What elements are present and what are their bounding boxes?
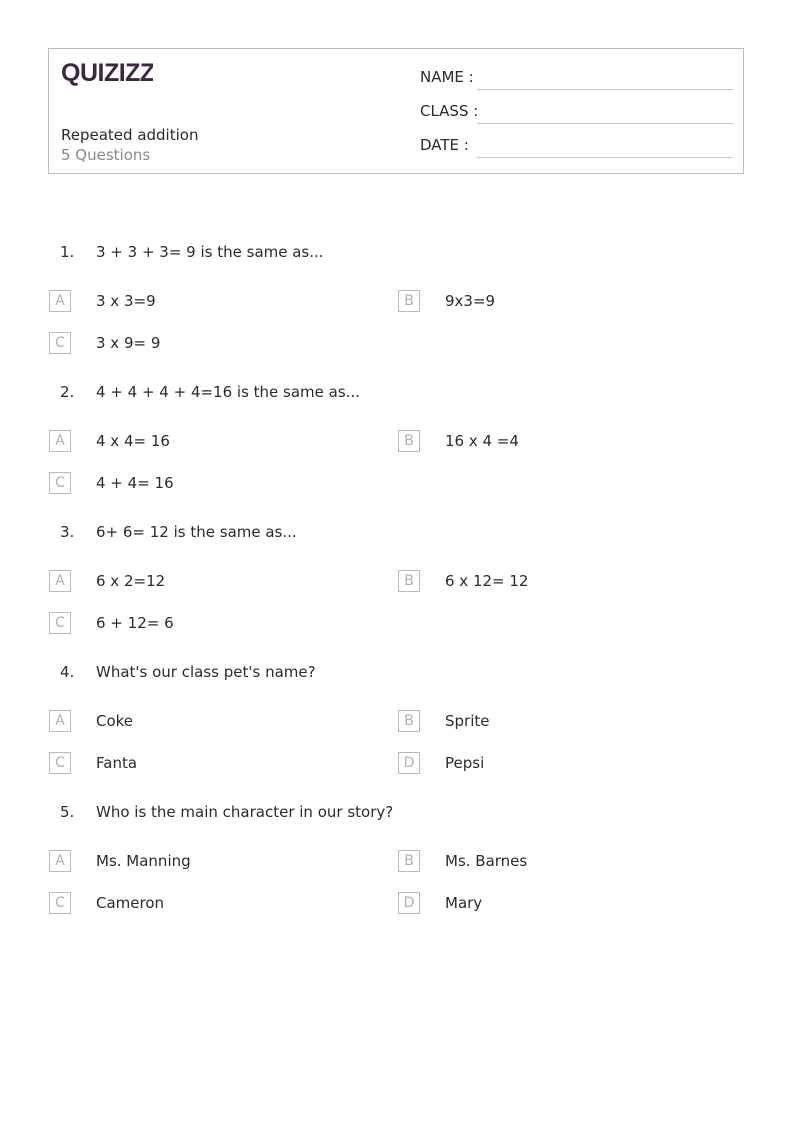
- option-box-a[interactable]: A: [49, 710, 71, 732]
- option-text-b: Ms. Barnes: [445, 852, 528, 870]
- option-text-a: 6 x 2=12: [96, 572, 166, 590]
- option-box-b[interactable]: B: [398, 710, 420, 732]
- question-number: 1.: [60, 243, 75, 261]
- option-box-c[interactable]: C: [49, 752, 71, 774]
- option-box-c[interactable]: C: [49, 612, 71, 634]
- class-field[interactable]: [420, 102, 733, 124]
- option-text-a: Ms. Manning: [96, 852, 191, 870]
- option-text-c: Cameron: [96, 894, 165, 912]
- option-text-b: Sprite: [445, 712, 490, 730]
- question-text: 6+ 6= 12 is the same as...: [96, 523, 297, 541]
- option-text-b: 6 x 12= 12: [445, 572, 529, 590]
- option-text-a: 4 x 4= 16: [96, 432, 170, 450]
- option-text-a: Coke: [96, 712, 134, 730]
- option-text-c: 4 + 4= 16: [96, 474, 174, 492]
- question-number: 3.: [60, 523, 75, 541]
- question-number: 2.: [60, 383, 75, 401]
- date-label: DATE :: [420, 136, 469, 154]
- question-number: 5.: [60, 803, 75, 821]
- option-text-c: Fanta: [96, 754, 138, 772]
- option-box-c[interactable]: C: [49, 892, 71, 914]
- quizizz-logo: [61, 59, 153, 93]
- question-text: 4 + 4 + 4 + 4=16 is the same as...: [96, 383, 360, 401]
- name-line: [477, 89, 733, 90]
- date-field[interactable]: [420, 136, 733, 158]
- option-box-a[interactable]: A: [49, 850, 71, 872]
- option-box-b[interactable]: B: [398, 430, 420, 452]
- question-count: 5 Questions: [61, 146, 151, 164]
- option-text-a: 3 x 3=9: [96, 292, 156, 310]
- worksheet-header: [48, 48, 744, 174]
- name-label: NAME :: [420, 68, 474, 86]
- option-box-a[interactable]: A: [49, 290, 71, 312]
- option-box-b[interactable]: B: [398, 570, 420, 592]
- option-box-a[interactable]: A: [49, 430, 71, 452]
- question-text: 3 + 3 + 3= 9 is the same as...: [96, 243, 324, 261]
- option-text-c: 6 + 12= 6: [96, 614, 174, 632]
- question-number: 4.: [60, 663, 75, 681]
- option-text-d: Mary: [445, 894, 483, 912]
- question-text: What's our class pet's name?: [96, 663, 316, 681]
- option-box-b[interactable]: B: [398, 850, 420, 872]
- question-text: Who is the main character in our story?: [96, 803, 394, 821]
- name-field[interactable]: [420, 68, 733, 90]
- option-box-d[interactable]: D: [398, 892, 420, 914]
- class-label: CLASS :: [420, 102, 479, 120]
- option-box-d[interactable]: D: [398, 752, 420, 774]
- option-text-c: 3 x 9= 9: [96, 334, 161, 352]
- option-box-c[interactable]: C: [49, 332, 71, 354]
- option-text-d: Pepsi: [445, 754, 485, 772]
- svg-text:QUIZIZZ: QUIZIZZ: [61, 59, 153, 87]
- quiz-title: Repeated addition: [61, 126, 199, 144]
- class-line: [477, 123, 733, 124]
- date-line: [477, 157, 733, 158]
- option-text-b: 16 x 4 =4: [445, 432, 519, 450]
- option-text-b: 9x3=9: [445, 292, 496, 310]
- option-box-a[interactable]: A: [49, 570, 71, 592]
- option-box-b[interactable]: B: [398, 290, 420, 312]
- option-box-c[interactable]: C: [49, 472, 71, 494]
